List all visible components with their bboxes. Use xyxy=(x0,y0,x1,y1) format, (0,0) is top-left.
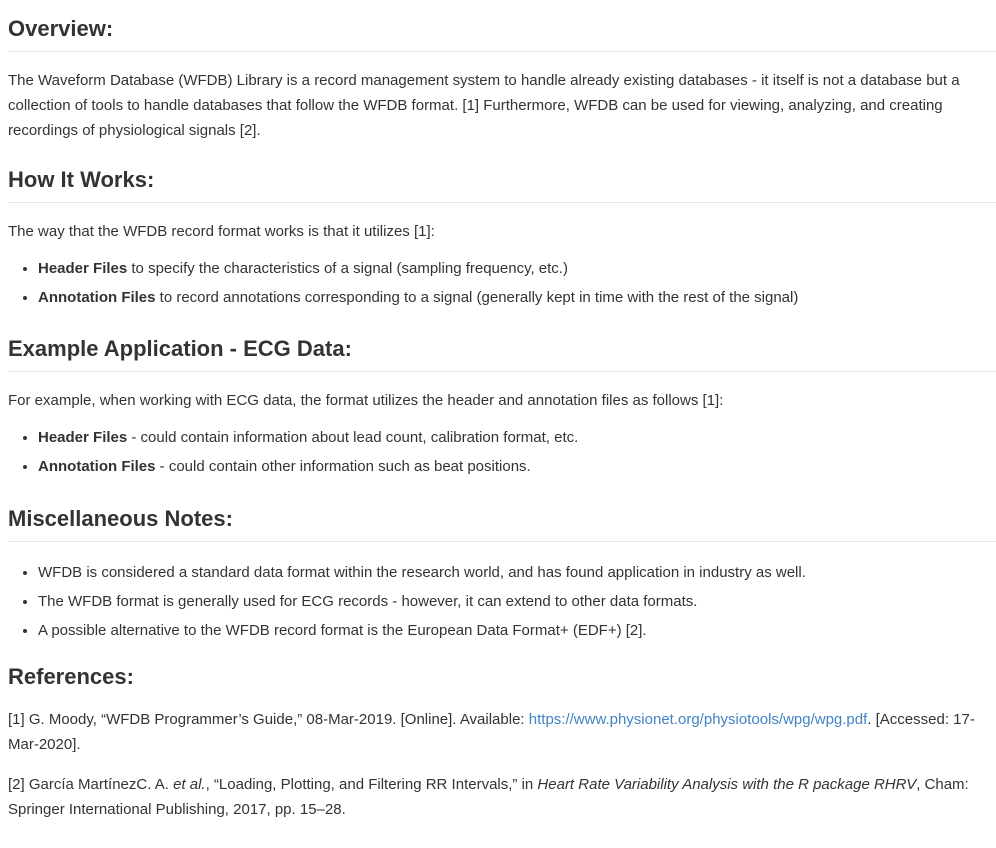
overview-paragraph: The Waveform Database (WFDB) Library is a record management system to handle already existing databases - it itself is not a database but a collection of tools to handle databases that follow the WFDB format. [1] Furthermore, WFDB can be used for viewing, analyzing, and creating recordings of physiological signals [2]. xyxy=(8,72,960,139)
reference-text: [1] G. Moody, “WFDB Programmer’s Guide,” 08-Mar-2019. [Online]. Available: xyxy=(8,711,529,728)
heading-divider xyxy=(8,541,996,542)
list-item-desc: to specify the characteristics of a signal (sampling frequency, etc.) xyxy=(127,260,568,277)
example-list xyxy=(8,428,996,477)
list-item xyxy=(38,288,996,308)
list-item-desc: - could contain information about lead count, calibration format, etc. xyxy=(127,429,579,446)
list-item-desc: - could contain other information such as beat positions. xyxy=(155,458,531,475)
overview-heading: Overview: xyxy=(8,16,114,41)
list-item: • A possible alternative to the WFDB record format is the European Data Format+ (EDF+) [2]. xyxy=(38,621,996,641)
reference-link[interactable]: https://www.physionet.org/physiotools/wpg/wpg.pdf xyxy=(528,711,868,728)
list-item xyxy=(38,428,996,448)
example-heading: Example Application - ECG Data: xyxy=(8,336,352,361)
references-heading: References: xyxy=(8,664,134,689)
reference-book-title: Heart Rate Variability Analysis with the R package RHRV xyxy=(537,776,917,793)
list-item-term: Annotation Files xyxy=(38,289,156,306)
list-item-term: Annotation Files xyxy=(38,458,156,475)
misc-list xyxy=(8,563,996,641)
reference-text: . [Accessed: 17-Mar-2020]. xyxy=(8,711,975,753)
heading-divider xyxy=(8,371,996,372)
overview-section xyxy=(8,15,996,143)
list-item-desc: to record annotations corresponding to a signal (generally kept in time with the rest of the signal) xyxy=(155,289,799,306)
reference-text: [2] García MartínezC. A. xyxy=(8,776,174,793)
how-it-works-intro: The way that the WFDB record format works is that it utilizes [1]: xyxy=(8,223,435,240)
references-section xyxy=(8,663,996,822)
list-item: • The WFDB format is generally used for ECG records - however, it can extend to other data formats. xyxy=(38,592,996,612)
list-item-term: Header Files xyxy=(38,260,128,277)
list-item xyxy=(38,259,996,279)
reference-text: , “Loading, Plotting, and Filtering RR Intervals,” in xyxy=(205,776,538,793)
misc-heading: Miscellaneous Notes: xyxy=(8,506,233,531)
how-it-works-list xyxy=(8,259,996,308)
reference-etal: et al. xyxy=(173,776,206,793)
how-it-works-heading: How It Works: xyxy=(8,167,155,192)
reference-1 xyxy=(8,707,996,757)
heading-divider xyxy=(8,51,996,52)
list-item-term: Header Files xyxy=(38,429,128,446)
reference-text: , Cham: Springer International Publishing, 2017, pp. 15–28. xyxy=(8,776,969,818)
list-item: • WFDB is considered a standard data format within the research world, and has found application in industry as well. xyxy=(38,563,996,583)
heading-divider xyxy=(8,202,996,203)
reference-2 xyxy=(8,772,996,822)
example-intro: For example, when working with ECG data, the format utilizes the header and annotation files as follows [1]: xyxy=(8,392,724,409)
how-it-works-section xyxy=(8,166,996,308)
example-section xyxy=(8,335,996,477)
misc-section xyxy=(8,505,996,641)
list-item xyxy=(38,457,996,477)
